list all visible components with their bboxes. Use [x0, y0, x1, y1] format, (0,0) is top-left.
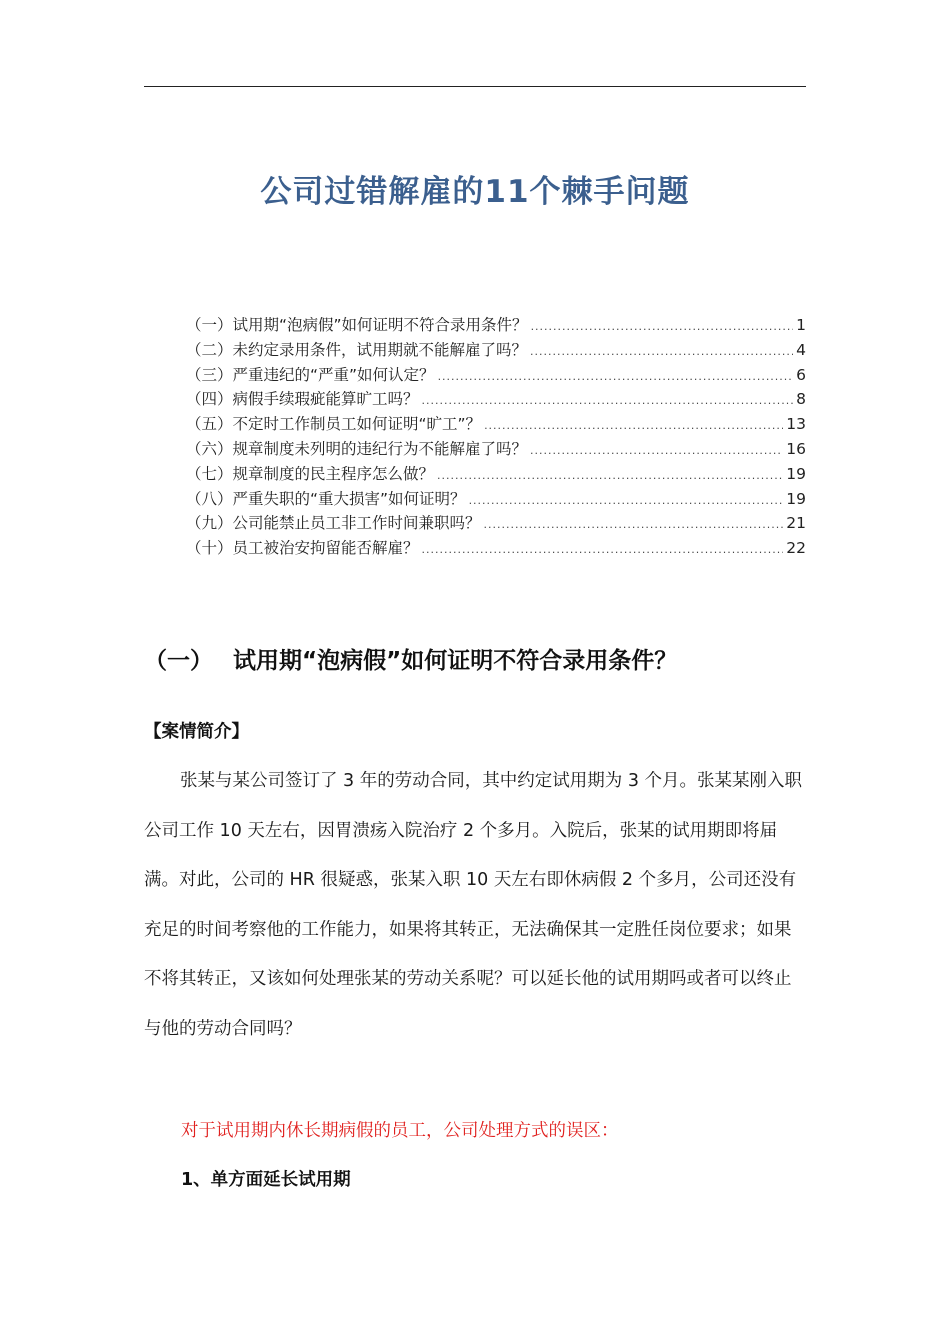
toc-entry-label: （十）员工被治安拘留能否解雇？ [186, 539, 419, 558]
toc-entry[interactable] [186, 313, 806, 338]
toc-entry-page: 6 [796, 365, 806, 384]
toc-dot-leader [438, 365, 794, 390]
toc-entry-label: （九）公司能禁止员工非工作时间兼职吗？ [186, 514, 481, 533]
toc-entry[interactable] [186, 338, 806, 363]
toc-entry-page: 16 [786, 439, 806, 458]
toc-entry[interactable] [186, 412, 806, 437]
toc-entry-label: （五）不定时工作制员工如何证明“旷工”？ [186, 415, 482, 434]
toc-entry-label: （三）严重违纪的“严重”如何认定？ [186, 365, 435, 384]
section-number: （一） [144, 648, 213, 674]
section-title: 试用期“泡病假”如何证明不符合录用条件？ [233, 648, 678, 674]
table-of-contents [186, 313, 806, 561]
toc-dot-leader [469, 489, 784, 514]
document-title: 公司过错解雇的11个棘手问题 [260, 174, 690, 210]
toc-dot-leader [422, 538, 784, 563]
toc-dot-leader [530, 439, 783, 464]
header-rule [144, 86, 806, 87]
toc-entry[interactable] [186, 363, 806, 388]
toc-entry-label: （六）规章制度未列明的违纪行为不能解雇了吗？ [186, 439, 528, 458]
toc-dot-leader [530, 340, 793, 365]
toc-entry[interactable] [186, 462, 806, 487]
toc-dot-leader [422, 389, 794, 414]
toc-dot-leader [437, 464, 783, 489]
toc-entry[interactable] [186, 487, 806, 512]
toc-entry-page: 22 [786, 539, 806, 558]
section-heading [144, 642, 677, 675]
sub-heading: 1、单方面延长试用期 [181, 1170, 351, 1190]
toc-entry[interactable] [186, 437, 806, 462]
case-paragraph: 张某与某公司签订了 3 年的劳动合同，其中约定试用期为 3 个月。张某某刚入职公司工作 10 天左右，因胃溃疡入院治疗 2 个多月。入院后，张某的试用期即将届满。对此，公司的 HR 很疑惑，张某入职 10 天左右即休病假 2 个多月，公司还没有充足的时间考察他的工作能力，如果将其转正，无法确保其一定胜任岗位要求；如果不将其转正，又该如何处理张某的劳动关系呢？可以延长他的试用期吗或者可以终止与他的劳动合同吗？ [144, 771, 803, 1039]
toc-dot-leader [531, 315, 794, 340]
toc-entry-page: 8 [796, 390, 806, 409]
toc-entry-label: （八）严重失职的“重大损害”如何证明？ [186, 489, 466, 508]
toc-dot-leader [484, 414, 783, 439]
toc-entry-page: 19 [786, 489, 806, 508]
toc-entry-page: 21 [786, 514, 806, 533]
toc-entry[interactable] [186, 387, 806, 412]
toc-dot-leader [484, 513, 784, 538]
toc-entry-label: （二）未约定录用条件，试用期就不能解雇了吗？ [186, 340, 528, 359]
toc-entry-page: 13 [786, 415, 806, 434]
misconception-note: 对于试用期内休长期病假的员工，公司处理方式的误区： [181, 1121, 619, 1141]
toc-entry-label: （四）病假手续瑕疵能算旷工吗？ [186, 390, 419, 409]
toc-entry-page: 4 [796, 340, 806, 359]
toc-entry-page: 1 [796, 316, 806, 334]
toc-entry-label: （七）规章制度的民主程序怎么做？ [186, 464, 435, 483]
toc-entry-page: 19 [786, 464, 806, 483]
toc-entry-label: （一）试用期“泡病假”如何证明不符合录用条件？ [186, 316, 528, 334]
toc-entry[interactable] [186, 536, 806, 561]
case-intro-label: 【案情简介】 [144, 722, 249, 742]
toc-entry[interactable] [186, 511, 806, 536]
